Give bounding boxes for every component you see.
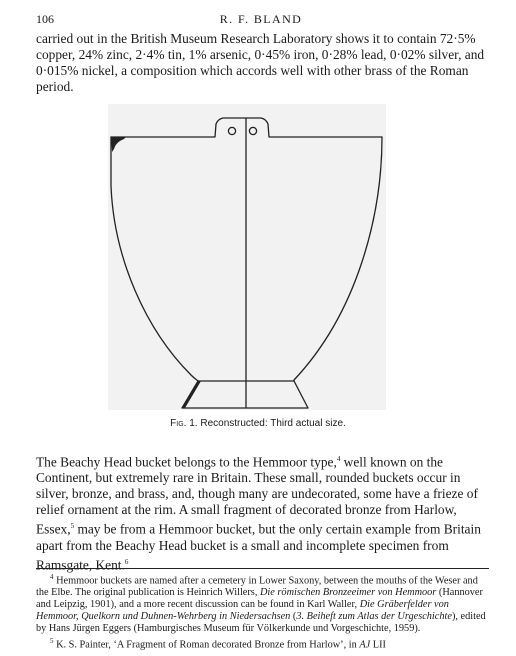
foot-section-fill xyxy=(182,381,201,408)
paragraph-text-1: The Beachy Head bucket belongs to the Hemmoor type, xyxy=(36,454,337,470)
footnote-title: 3. Beiheft zum Atlas der Urgeschichte xyxy=(296,611,452,623)
footnotes xyxy=(36,571,489,652)
footnote-number: 5 xyxy=(50,637,54,646)
paragraph-composition: carried out in the British Museum Research Laboratory shows it to contain 72·5% copper, 24% zinc, 2·4% tin, 1% arsenic, 0·45% iron, 0·28% lead, 0·02% silver, and 0·015% nickel, a composition which accords well with other brass of the Roman period. xyxy=(36,31,485,94)
footnote-text: (Hannover and Leipzig, 1901), and a more recent discussion can be found in Karl Waller, xyxy=(36,587,483,611)
footnote-ref-5: 5 xyxy=(70,522,75,531)
foot-ring-outline xyxy=(182,381,308,408)
paragraph-text-2: well known on the Continent, but extremely rare in Britain. These small, rounded buckets occur in silver, bronze, and brass, and, though many are undecorated, some have a frieze of relief ornament at the rim. A small fragment of decorated bronze from Harlow, Essex, xyxy=(36,454,478,537)
running-head: R. F. BLAND xyxy=(219,12,303,26)
figure-label: Fig. 1. xyxy=(170,418,198,429)
footnote-5 xyxy=(36,635,489,651)
rim-section-fill xyxy=(111,137,126,152)
figure-caption-text: Reconstructed: Third actual size. xyxy=(200,418,346,429)
footnote-journal: AJ xyxy=(359,639,371,651)
footnote-number: 4 xyxy=(50,573,54,581)
bucket-drawing xyxy=(108,104,386,410)
footnote-text: Hemmoor buckets are named after a cemetery in Lower Saxony, between the mouths of the Weser and the Elbe. The original publication is Heinrich Willers, xyxy=(36,575,478,599)
page-number: 106 xyxy=(36,12,54,26)
footnote-text: ), edited by Hans Jürgen Eggers (Hamburgisches Museum für Völkerkunde und Vorgeschichte, 1959). xyxy=(36,611,486,635)
page-header xyxy=(36,12,486,28)
bucket-wall-left xyxy=(111,137,198,381)
bucket-wall-right xyxy=(294,137,382,381)
handle-attachment-left xyxy=(228,127,235,134)
footnote-text: K. S. Painter, ‘A Fragment of Roman decorated Bronze from Harlow’, in xyxy=(56,639,360,651)
paragraph-hemmoor-type xyxy=(36,451,489,573)
figure-bucket-drawing xyxy=(108,104,386,410)
footnote-separator xyxy=(36,568,489,569)
footnote-title: Die Gräberfelder von Hemmoor, Quelkorn und Duhnen-Wehrberg in Niedersachsen xyxy=(36,599,449,623)
footnote-ref-6: 6 xyxy=(124,557,129,566)
handle-attachment-right xyxy=(249,127,256,134)
footnote-4 xyxy=(36,571,489,635)
footnote-ref-4: 4 xyxy=(336,455,341,463)
footnote-text: ( xyxy=(290,611,297,623)
footnote-text: LII xyxy=(370,639,386,651)
footnote-title: Die römischen Bronzeeimer von Hemmoor xyxy=(259,587,437,599)
figure-caption xyxy=(0,418,516,429)
paragraph-text-3: may be from a Hemmoor bucket, but the only certain example from Britain apart from the Beachy Head bucket is a small and incomplete specimen from Ramsgate, Kent. xyxy=(36,521,481,573)
